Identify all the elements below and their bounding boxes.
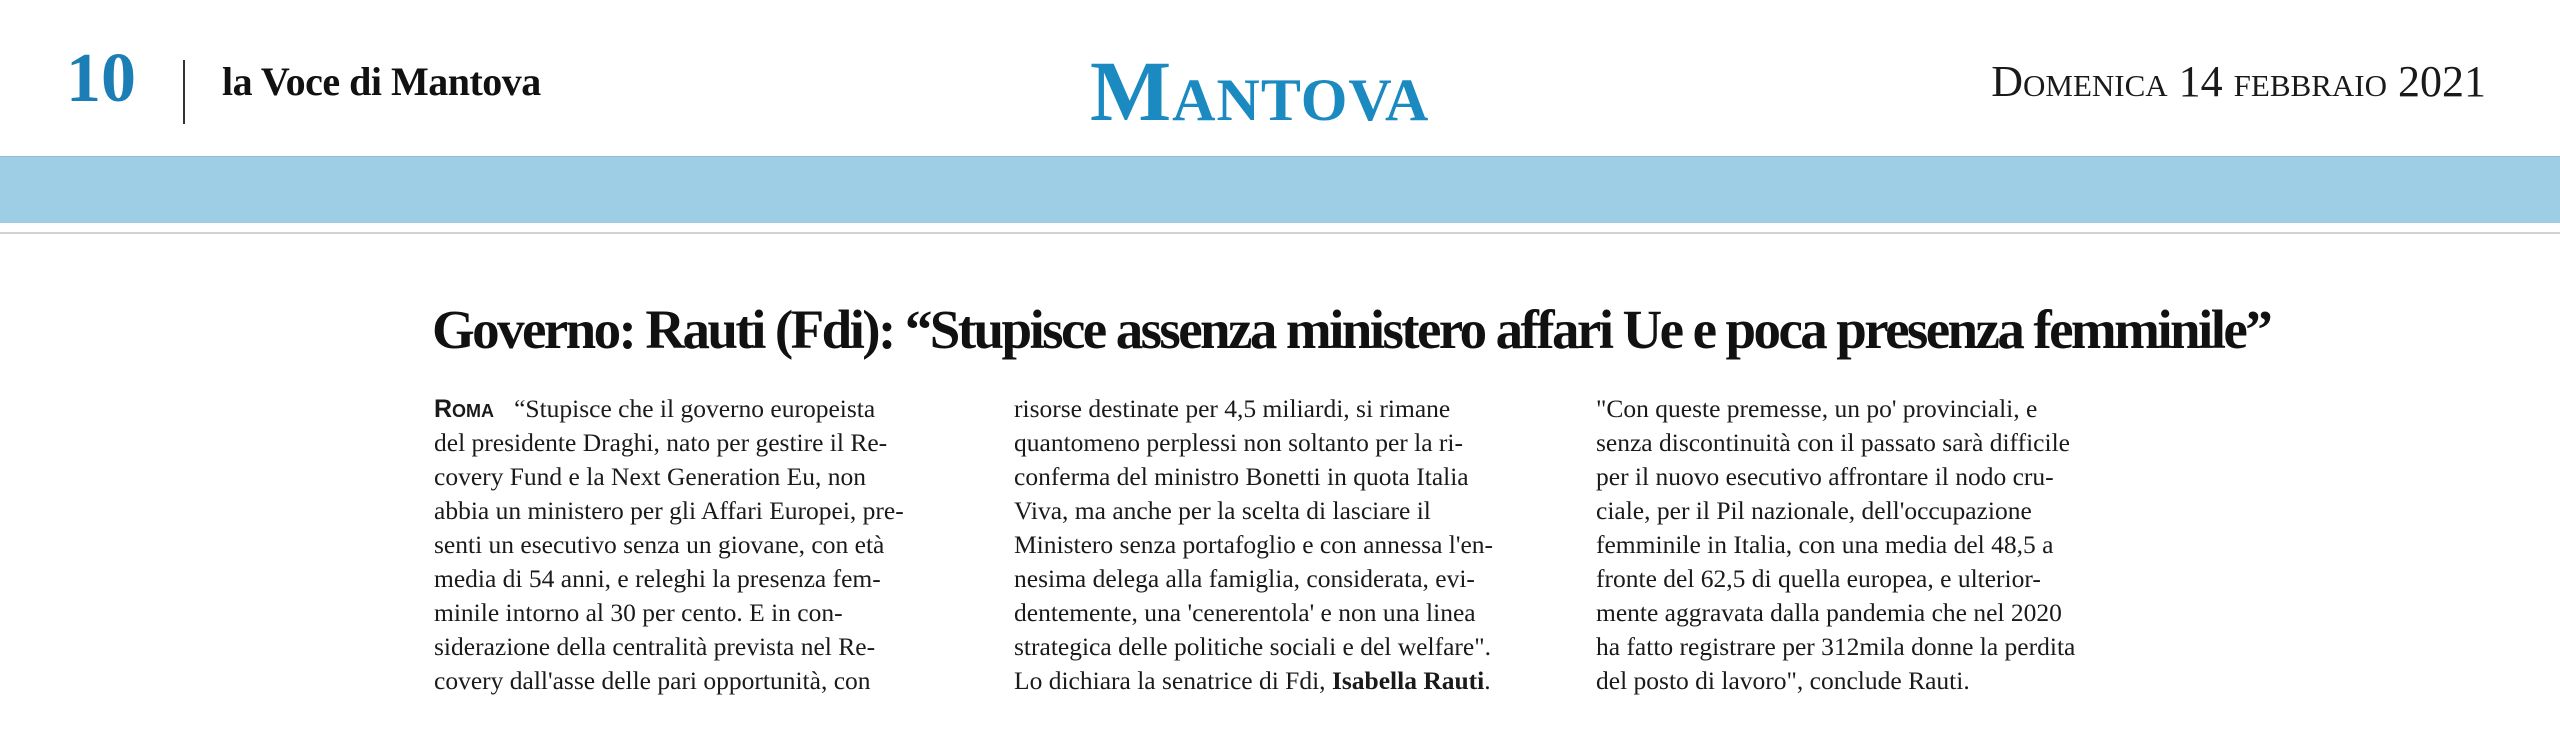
- section-rule: [0, 232, 2560, 234]
- header-divider: [183, 60, 185, 124]
- column-line: per il nuovo esecutivo affrontare il nodo cru-: [1596, 462, 2054, 491]
- column-line: siderazione della centralità prevista nel Re-: [434, 632, 876, 661]
- column-line-text: “Stupisce che il governo europeista: [514, 394, 876, 423]
- attribution-end: .: [1484, 666, 1491, 695]
- column-line: ha fatto registrare per 312mila donne la perdita: [1596, 632, 2076, 661]
- column-line: Ministero senza portafoglio e con annessa l'en-: [1014, 530, 1494, 559]
- article-column-2: [1014, 392, 1534, 698]
- column-line: senti un esecutivo senza un giovane, con età: [434, 530, 885, 559]
- article-column-1: [434, 392, 954, 698]
- column-line: ciale, per il Pil nazionale, dell'occupazione: [1596, 496, 2032, 525]
- column-line: Viva, ma anche per la scelta di lasciare il: [1014, 496, 1431, 525]
- column-line: conferma del ministro Bonetti in quota Italia: [1014, 462, 1469, 491]
- publication-name: la Voce di Mantova: [222, 59, 541, 104]
- column-line: mente aggravata dalla pandemia che nel 2020: [1596, 598, 2062, 627]
- column-line: nesima delega alla famiglia, considerata, evi-: [1014, 564, 1475, 593]
- column-line: media di 54 anni, e releghi la presenza fem-: [434, 564, 881, 593]
- column-line: strategica delle politiche sociali e del welfare".: [1014, 632, 1491, 661]
- column-line: quantomeno perplessi non soltanto per la ri-: [1014, 428, 1463, 457]
- column-line: [434, 392, 954, 426]
- column-line: senza discontinuità con il passato sarà difficile: [1596, 428, 2070, 457]
- dateline: Roma: [434, 395, 495, 423]
- header-band: [0, 157, 2560, 223]
- column-line: del posto di lavoro", conclude Rauti.: [1596, 666, 1970, 695]
- column-line: covery dall'asse delle pari opportunità, con: [434, 666, 871, 695]
- attribution-text: Lo dichiara la senatrice di Fdi,: [1014, 666, 1332, 695]
- page-number: 10: [66, 40, 136, 117]
- column-line: abbia un ministero per gli Affari Europei, pre-: [434, 496, 904, 525]
- issue-date: Domenica 14 febbraio 2021: [1991, 57, 2486, 106]
- column-line: covery Fund e la Next Generation Eu, non: [434, 462, 866, 491]
- column-line: "Con queste premesse, un po' provinciali, e: [1596, 394, 2038, 423]
- column-line: minile intorno al 30 per cento. E in con-: [434, 598, 843, 627]
- column-line: [1014, 664, 1534, 698]
- column-line: del presidente Draghi, nato per gestire il Re-: [434, 428, 888, 457]
- column-line: fronte del 62,5 di quella europea, e ulterior-: [1596, 564, 2041, 593]
- byline-name: Isabella Rauti: [1331, 666, 1485, 695]
- column-line: risorse destinate per 4,5 miliardi, si rimane: [1014, 394, 1451, 423]
- article-headline: Governo: Rauti (Fdi): “Stupisce assenza ministero affari Ue e poca presenza femminile”: [432, 299, 2271, 360]
- section-title: Mantova: [1090, 43, 1430, 139]
- column-line: dentemente, una 'cenerentola' e non una linea: [1014, 598, 1476, 627]
- article-column-3: [1596, 392, 2116, 698]
- column-line: femminile in Italia, con una media del 48,5 a: [1596, 530, 2054, 559]
